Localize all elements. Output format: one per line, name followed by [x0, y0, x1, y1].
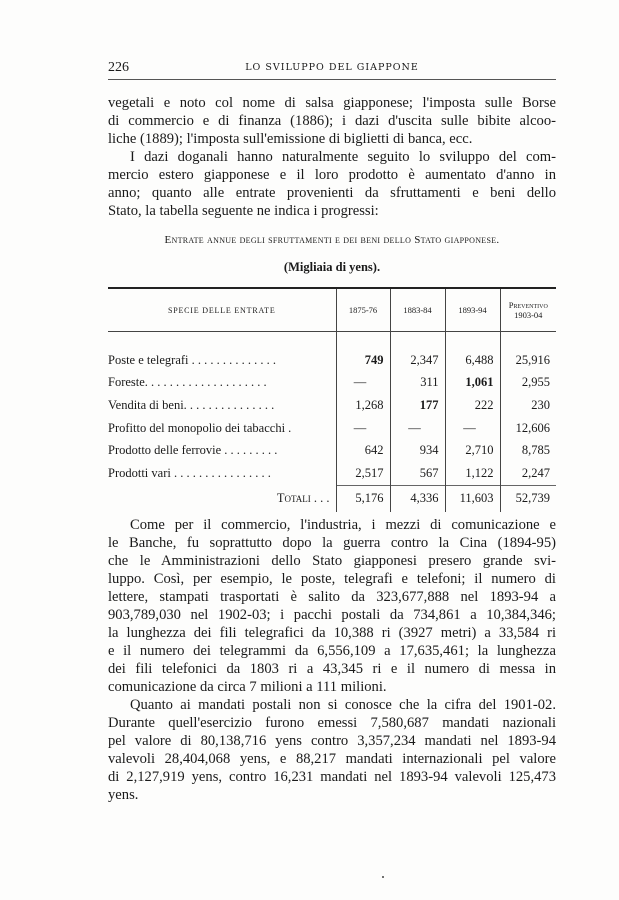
cell: 2,517 [336, 462, 390, 485]
text-line: la lunghezza dei fili telegrafici da 10,388 ri (3927 metri) a 33,584 ri [108, 625, 556, 641]
cell: 11,603 [445, 485, 500, 512]
cell: 6,488 [445, 349, 500, 372]
ink-speck [382, 876, 384, 878]
text-line: che le Amministrazioni dello Stato giapponesi presero grande svi- [108, 553, 556, 569]
row-label: Profitto del monopolio dei tabacchi . [108, 420, 292, 435]
cell: 1,122 [445, 462, 500, 485]
text-line: 903,789,030 nel 1902-03; i pacchi postali da 734,861 a 10,384,346; [108, 607, 556, 623]
body-text [108, 516, 556, 804]
table-header-row [108, 288, 556, 332]
cell: 12,606 [500, 417, 556, 440]
column-header: Preventivo 1903-04 [500, 288, 556, 332]
text-line: Durante quell'esercizio furono emessi 7,580,687 mandati nazionali [108, 715, 556, 731]
totals-label: Totali . . . [276, 490, 330, 505]
text-line: lettere, stampati trasportati è salito da 323,677,888 nel 1893-94 a [108, 589, 556, 605]
text-line: le Banche, fu soprattutto dopo la guerra contro la Cina (1894-95) [108, 535, 556, 551]
page-number: 226 [108, 60, 129, 75]
cell: 642 [336, 439, 390, 462]
text-line: comunicazione da circa 7 milioni a 111 milioni. [108, 679, 387, 695]
cell: 4,336 [390, 485, 445, 512]
row-label: Poste e telegrafi . . . . . . . . . . . . . . [108, 352, 277, 367]
cell: 52,739 [500, 485, 556, 512]
cell: — [336, 372, 390, 395]
text-line: liche (1889); l'imposta sull'emissione di biglietti di banca, ecc. [108, 131, 473, 147]
cell: 5,176 [336, 485, 390, 512]
cell: 1,268 [336, 394, 390, 417]
cell: 2,955 [500, 372, 556, 395]
cell: 177 [390, 394, 445, 417]
text-line: I dazi doganali hanno naturalmente seguito lo sviluppo del com- [130, 149, 556, 165]
table-row [108, 394, 556, 417]
cell: — [445, 417, 500, 440]
row-label: Foreste. . . . . . . . . . . . . . . . . . . . [108, 375, 267, 390]
running-title: LO SVILUPPO DEL GIAPPONE [245, 62, 419, 73]
intro-text [108, 94, 556, 220]
cell: 8,785 [500, 439, 556, 462]
text-line: e il numero dei telegrammi da 6,556,109 a 17,635,461; la lunghezza [108, 643, 556, 659]
row-label: Prodotti vari . . . . . . . . . . . . . . . . [108, 466, 271, 481]
text-line: Come per il commercio, l'industria, i mezzi di comunicazione e [130, 517, 556, 533]
cell: 1,061 [445, 372, 500, 395]
table-row [108, 417, 556, 440]
table-row [108, 462, 556, 485]
text-line: pel valore di 80,138,716 yens contro 3,357,234 mandati nel 1893-94 [108, 733, 556, 749]
text-line: dei fili telefonici da 1803 ri a 43,345 ri e il numero di messa in [108, 661, 556, 677]
cell: 222 [445, 394, 500, 417]
totals-row [108, 485, 556, 512]
cell: — [390, 417, 445, 440]
cell: 230 [500, 394, 556, 417]
text-line: di 2,127,919 yens, contro 16,231 mandati nel 1893-94 valevoli 125,473 [108, 769, 556, 785]
text-line: di commercio e di finanza (1886); i dazi d'uscita sulle bibite alcoo- [108, 113, 556, 129]
text-line: luppo. Così, per esempio, le poste, telegrafi e telefoni; il numero di [108, 571, 556, 587]
cell: 749 [336, 349, 390, 372]
cell: 2,710 [445, 439, 500, 462]
cell: 311 [390, 372, 445, 395]
column-header: SPECIE DELLE ENTRATE [108, 288, 336, 332]
text-line: valevoli 28,404,068 yens, e 88,217 mandati internazionali pel valore [108, 751, 556, 767]
table-subtitle: (Migliaia di yens). [283, 260, 381, 274]
text-line: Stato, la tabella seguente ne indica i progressi: [108, 203, 379, 219]
text-line: anno; quanto alle entrate provenienti da sfruttamenti e beni dello [108, 185, 556, 201]
revenue-table [108, 287, 556, 512]
text-line: vegetali e noto col nome di salsa giapponese; l'imposta sulle Borse [108, 95, 556, 111]
header-rule [108, 79, 556, 80]
cell: 2,347 [390, 349, 445, 372]
table-row [108, 349, 556, 372]
text-line: mercio estero giapponese e il loro prodotto è aumentato d'anno in [108, 167, 556, 183]
row-label: Prodotto delle ferrovie . . . . . . . . . [108, 443, 278, 458]
cell: 2,247 [500, 462, 556, 485]
column-header: 1883-84 [390, 288, 445, 332]
cell: 25,916 [500, 349, 556, 372]
table-row [108, 372, 556, 395]
row-label: Vendita di beni. . . . . . . . . . . . . . . [108, 397, 275, 412]
table-title [108, 234, 556, 246]
running-head [108, 60, 556, 78]
cell: 934 [390, 439, 445, 462]
column-header: 1893-94 [445, 288, 500, 332]
text-line: Quanto ai mandati postali non si conosce che la cifra del 1901-02. [130, 697, 556, 713]
table-row [108, 439, 556, 462]
cell: — [336, 417, 390, 440]
column-header: 1875-76 [336, 288, 390, 332]
text-line: yens. [108, 787, 139, 803]
cell: 567 [390, 462, 445, 485]
table-title-text: Entrate annue degli sfruttamenti e dei beni dello Stato giapponese. [164, 234, 500, 246]
